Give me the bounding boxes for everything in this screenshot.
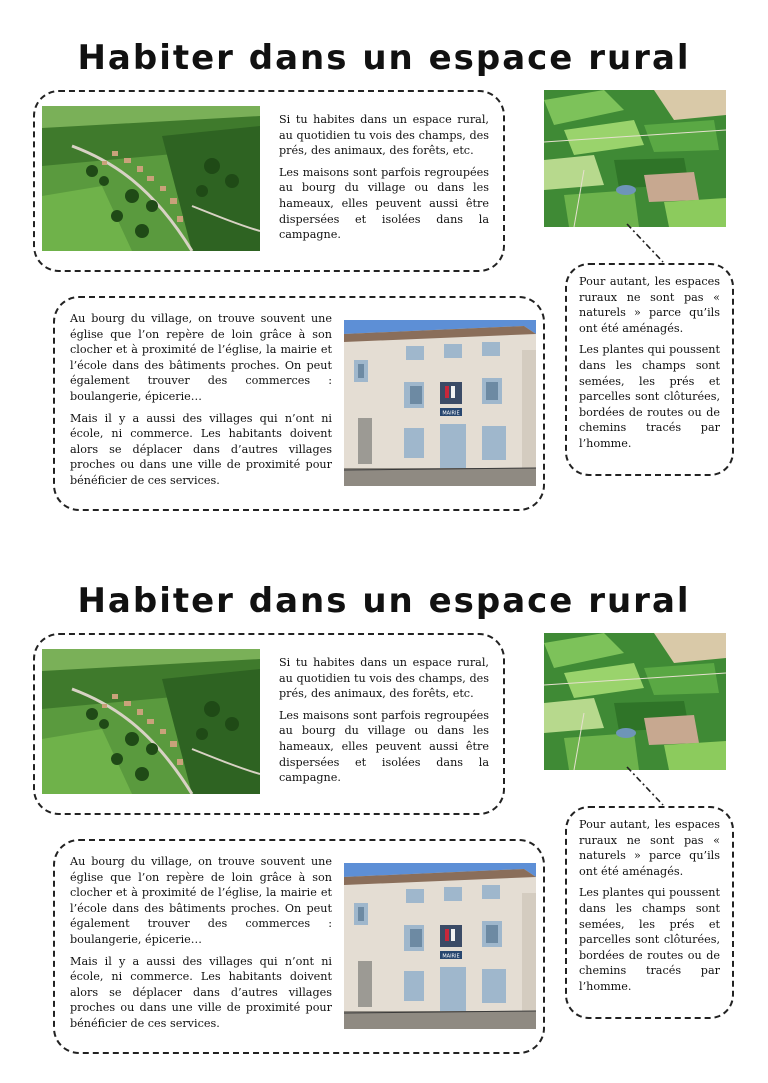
town-hall-photo xyxy=(344,863,536,1029)
landscape-text xyxy=(579,817,720,1001)
aerial-fields-photo xyxy=(544,633,726,770)
aerial-village-photo xyxy=(42,106,260,251)
landscape-text xyxy=(579,274,720,458)
paragraph: Mais il y a aussi des villages qui n’ont ni école, ni commerce. Les habitants doivent alors se déplacer dans d’autres villages proches ou dans une ville de proximité pour bénéficier de ces services. xyxy=(70,411,332,487)
paragraph: Mais il y a aussi des villages qui n’ont ni école, ni commerce. Les habitants doivent alors se déplacer dans d’autres villages proches ou dans une ville de proximité pour bénéficier de ces services. xyxy=(70,954,332,1030)
intro-text xyxy=(279,655,489,792)
paragraph: Si tu habites dans un espace rural, au quotidien tu vois des champs, des prés, des animaux, des forêts, etc. xyxy=(279,656,489,701)
town-hall-photo xyxy=(344,320,536,486)
paragraph: Pour autant, les espaces ruraux ne sont pas « naturels » parce qu’ils ont été aménagés. xyxy=(579,818,720,878)
paragraph: Les maisons sont parfois regroupées au bourg du village ou dans les hameaux, elles peuvent aussi être dispersées et isolées dans la campagne. xyxy=(279,708,489,785)
connector-line xyxy=(625,765,665,807)
paragraph: Les plantes qui poussent dans les champs sont semées, les prés et parcelles sont clôturées, bordées de routes ou de chemins tracés par l’homme. xyxy=(579,886,720,993)
connector-line xyxy=(625,222,665,264)
paragraph: Pour autant, les espaces ruraux ne sont pas « naturels » parce qu’ils ont été aménagés. xyxy=(579,275,720,335)
worksheet-copy-2 xyxy=(0,543,768,1083)
aerial-village-photo xyxy=(42,649,260,794)
page-title: Habiter dans un espace rural xyxy=(77,38,691,78)
paragraph: Au bourg du village, on trouve souvent une église que l’on repère de loin grâce à son clocher et à proximité de l’église, la mairie et l’école dans des bâtiments proches. On peut également trouver des commerces : boulangerie, épicerie… xyxy=(70,855,332,946)
village-services-text xyxy=(70,311,332,495)
paragraph: Si tu habites dans un espace rural, au quotidien tu vois des champs, des prés, des animaux, des forêts, etc. xyxy=(279,113,489,158)
aerial-fields-photo xyxy=(544,90,726,227)
paragraph: Les plantes qui poussent dans les champs sont semées, les prés et parcelles sont clôturées, bordées de routes ou de chemins tracés par l’homme. xyxy=(579,343,720,450)
intro-text xyxy=(279,112,489,249)
mairie-sign: MAIRIE xyxy=(442,953,460,960)
mairie-sign: MAIRIE xyxy=(442,410,460,417)
paragraph: Au bourg du village, on trouve souvent une église que l’on repère de loin grâce à son clocher et à proximité de l’église, la mairie et l’école dans des bâtiments proches. On peut également trouver des commerces : boulangerie, épicerie… xyxy=(70,312,332,403)
worksheet-copy-1 xyxy=(0,0,768,540)
page-title: Habiter dans un espace rural xyxy=(77,581,691,621)
village-services-text xyxy=(70,854,332,1038)
paragraph: Les maisons sont parfois regroupées au bourg du village ou dans les hameaux, elles peuvent aussi être dispersées et isolées dans la campagne. xyxy=(279,165,489,242)
